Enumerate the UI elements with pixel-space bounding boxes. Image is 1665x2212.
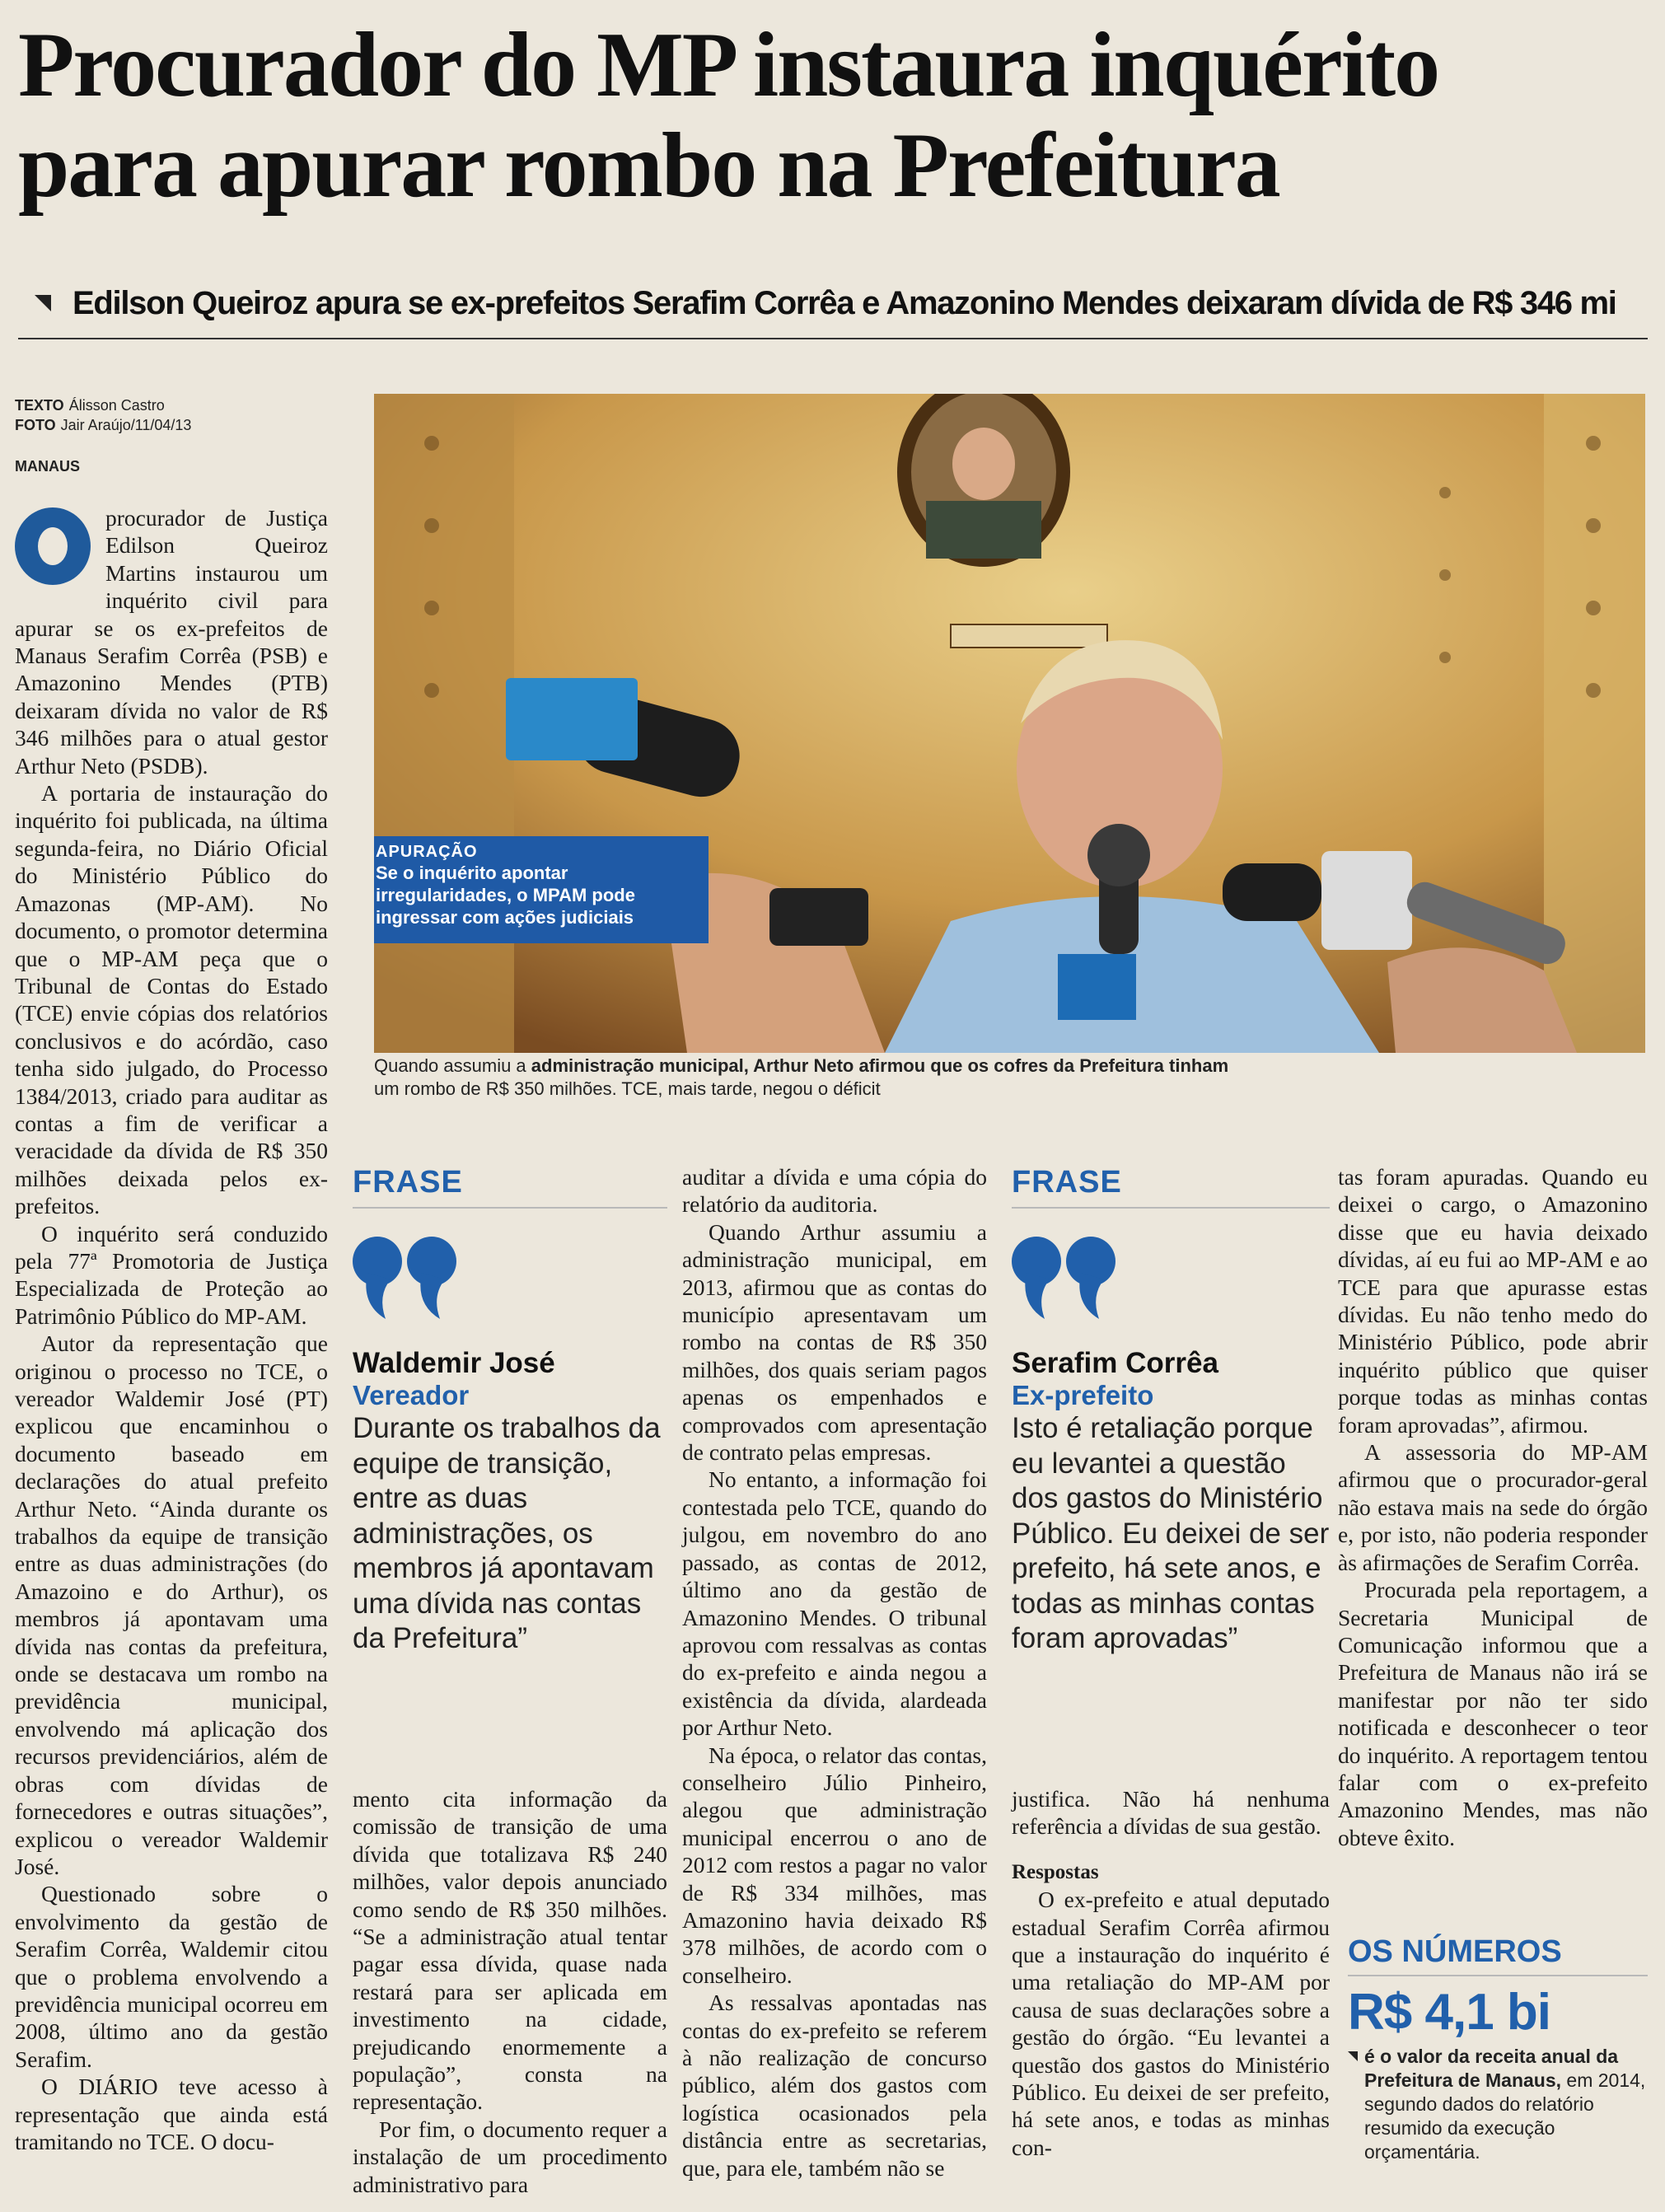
credit-foto-value: Jair Araújo/11/04/13 [60,417,192,433]
dateline: MANAUS [15,458,80,475]
photo-caption-bold: administração municipal, Arthur Neto afirmou que os cofres da Prefeitura tinham [531,1055,1229,1076]
numbers-label: OS NÚMEROS [1348,1934,1562,1969]
photo-illustration [374,394,1645,1053]
paragraph: O DIÁRIO teve acesso à representação que ainda está tramitando no TCE. O docu- [15,2074,328,2154]
paragraph: As ressalvas apontadas nas contas do ex-prefeito se referem à não realização de concurso público, além dos gastos com logística ocasionados pela distância entre as secretarias, que, para ele, também não se [682,1990,987,2181]
paragraph: Autor da representação que originou o processo no TCE, o vereador Waldemir José (PT) explicou que encaminhou o documento baseado em declarações do atual prefeito Arthur Neto. “Ainda durante os trabalhos da equipe de transição entre as duas administrações (do Amazoino e do Arthur), os membros já apontavam uma dívida nas contas da prefeitura, onde se destacava um rombo na previdência municipal, envolvendo má aplicação dos recursos previdenciários, além de obras com dívidas de fornecedores e outras situações”, explicou o vereador Waldemir José. [15,1330,328,1879]
headline-line-1: Procurador do MP instaura inquérito [18,14,1439,116]
quote-rule [1012,1207,1330,1209]
paragraph: tas foram apuradas. Quando eu deixei o cargo, o Amazonino disse que eu havia deixado dívidas, aí eu fui ao MP-AM e ao TCE para que apurasse estas dívidas. Eu não tenho medo do Ministério Público, pode abrir inquérito público que quiser porque todas as minhas contas foram aprovadas”, afirmou. [1338,1164,1648,1438]
photo-info-box [374,836,709,943]
quote-marks-icon [353,1230,461,1322]
paragraph: procurador de Justiça Edilson Queiroz Martins instaurou um inquérito civil para apurar se os ex-prefeitos de Manaus Serafim Corrêa (PSB) e Amazonino Mendes (PTB) deixaram dívida no valor de R$ 346 milhões para o atual gestor Arthur Neto (PSDB). [15,505,328,779]
triangle-bullet-icon [35,295,51,311]
news-photo [374,394,1645,1053]
paragraph: O inquérito será conduzido pela 77ª Promotoria de Justiça Especializada de Proteção ao Patrimônio Público do MP-AM. [15,1220,328,1329]
article-column-5 [1338,1163,1648,1851]
quote-label: FRASE [353,1165,463,1200]
credit-texto-value: Álisson Castro [68,397,165,414]
subheadline-text: Edilson Queiroz apura se ex-prefeitos Serafim Corrêa e Amazonino Mendes deixaram dívida de R$ 346 mi [72,284,1616,321]
quote-box-waldemir [353,1165,667,1657]
paragraph: Questionado sobre o envolvimento da gestão de Serafim Corrêa, Waldemir citou que o problema envolvendo a previdência municipal ocorreu em 2008, último ano da gestão Serafim. [15,1881,328,2072]
triangle-bullet-icon [1348,2051,1358,2061]
numbers-value: R$ 4,1 bi [1348,1984,1550,2041]
subheadline [18,280,1649,326]
section-heading: Respostas [1012,1860,1099,1883]
photo-caption [374,1055,1363,1101]
paragraph: auditar a dívida e uma cópia do relatório da auditoria. [682,1164,987,1218]
quote-author-role: Vereador [353,1380,470,1410]
numbers-desc-rest: em 2014, segundo dados do relatório resumido da execução orçamentária. [1364,2069,1646,2163]
paragraph: Por fim, o documento requer a instalação de um procedimento administrativo para [353,2116,667,2197]
drop-cap-o-icon [15,507,91,585]
quote-label: FRASE [1012,1165,1122,1200]
paragraph: Quando Arthur assumiu a administração municipal, em 2013, afirmou que as contas do município apresentavam um rombo na contas de R$ 350 milhões, dos quais seriam pagos apenas os empenhados e comprovados com apresentação de contrato pelas empresas. [682,1218,987,1466]
credit-foto [15,417,361,434]
info-box-text: Se o inquérito apontar irregularidades, o MPAM pode ingressar com ações judiciais [376,863,635,928]
info-box-kicker: APURAÇÃO [376,843,478,861]
paragraph: A portaria de instauração do inquérito foi publicada, na última segunda-feira, no Diário Oficial do Ministério Público do Amazonas (MP-AM). No documento, o promotor determina que o MP-AM peça que o Tribunal de Contas do Estado (TCE) envie cópias dos relatórios conclusivos e do acórdão, caso tenha sido julgado, do Processo 1384/2013, criado para auditar as contas a fim de verificar a veracidade da dívida de R$ 350 milhões deixada pelos ex-prefeitos. [15,780,328,1219]
quote-text: Isto é retaliação porque eu levantei a questão dos gastos do Ministério Público. Eu deixei de ser prefeito, há sete anos, e todas as minhas contas foram aprovadas” [1012,1412,1330,1654]
paragraph: mento cita informação da comissão de transição de uma dívida que totalizava R$ 240 milhões, valor depois anunciado como sendo de R$ 350 milhões. “Se a administração atual tentar pagar essa dívida, quase nada restará para ser aplicada em investimento na cidade, prejudicando enormemente a população”, consta na representação. [353,1786,667,2115]
headline [18,15,1649,216]
headline-line-2: para apurar rombo na Prefeitura [18,115,1279,217]
paragraph: justifica. Não há nenhuma referência a dívidas de sua gestão. [1012,1786,1330,1840]
article-column-1 [15,504,328,2155]
paragraph: A assessoria do MP-AM afirmou que o procurador-geral não estava mais na sede do órgão e, por isto, não poderia responder às afirmações de Serafim Corrêa. [1338,1439,1648,1575]
paragraph: Procurada pela reportagem, a Secretaria Municipal de Comunicação informou que a Prefeitura de Manaus não irá se manifestar por não ter sido notificada e desconhecer o teor do inquérito. A reportagem tentou falar com o ex-prefeito Amazonino Mendes, mas não obteve êxito. [1338,1577,1648,1850]
quote-text: Durante os trabalhos da equipe de transição, entre as duas administrações, os membros já apontavam uma dívida nas contas da Prefeitura” [353,1412,661,1654]
article-column-4 [1012,1785,1330,2161]
numbers-desc-bold: é o valor da receita anual da Prefeitura de Manaus, [1364,2046,1619,2091]
article-column-3 [682,1163,987,2182]
credit-texto [15,397,361,414]
paragraph: No entanto, a informação foi contestada pelo TCE, quando do julgou, em novembro do ano passado, as contas de 2012, último ano da gestão de Amazonino Mendes. O tribunal aprovou com ressalvas as contas do ex-prefeito e ainda negou a existência da dívida, alardeada por Arthur Neto. [682,1466,987,1741]
numbers-rule [1348,1975,1648,1976]
photo-caption-end: um rombo de R$ 350 milhões. TCE, mais tarde, negou o déficit [374,1078,881,1099]
quote-rule [353,1207,667,1209]
numbers-description [1348,2045,1648,2164]
quote-marks-icon [1012,1230,1120,1322]
quote-box-serafim [1012,1165,1330,1657]
paragraph: O ex-prefeito e atual deputado estadual Serafim Corrêa afirmou que a instauração do inquérito é uma retaliação do MP-AM por causa de suas declarações sobre a gestão do órgão. “Eu levantei a questão dos gastos do Ministério Público. Eu deixei de ser prefeito, há sete anos, e todas as minhas con- [1012,1887,1330,2160]
headline-divider [18,338,1648,339]
paragraph: Na época, o relator das contas, conselheiro Júlio Pinheiro, alegou que administração municipal encerrou o ano de 2012 com restos a pagar no valor de R$ 334 milhões, mas Amazonino havia deixado R$ 378 milhões, de acordo com o conselheiro. [682,1742,987,1988]
article-column-2 [353,1785,667,2198]
credit-texto-label: TEXTO [15,397,64,414]
quote-author-name: Serafim Corrêa [1012,1347,1218,1379]
quote-author-name: Waldemir José [353,1347,555,1379]
credit-foto-label: FOTO [15,417,56,433]
photo-caption-start: Quando assumiu a [374,1055,531,1076]
numbers-box [1348,1934,1648,2164]
quote-author-role: Ex-prefeito [1012,1380,1154,1410]
